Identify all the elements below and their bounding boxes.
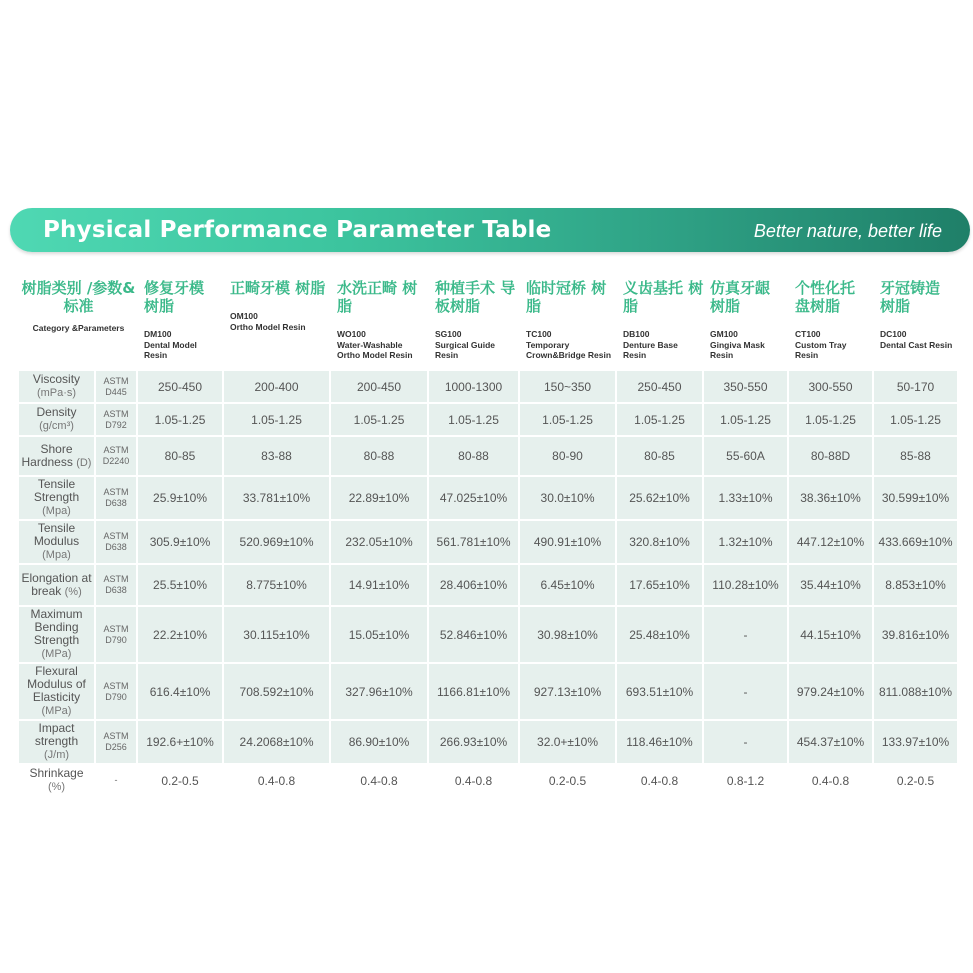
standard-line: ASTM	[103, 445, 129, 455]
value-cell: 1.32±10%	[704, 521, 789, 565]
value-cell: 1166.81±10%	[429, 664, 520, 721]
value-cell: 1.05-1.25	[331, 404, 429, 437]
value-cell: 0.4-0.8	[617, 765, 704, 798]
value-cell: 0.8-1.2	[704, 765, 789, 798]
value-cell: 80-90	[520, 437, 617, 477]
value-cell: 80-85	[617, 437, 704, 477]
value-cell: 1.05-1.25	[874, 404, 959, 437]
parameter-table	[19, 275, 959, 798]
parameter-name	[19, 477, 96, 521]
value-cell: 433.669±10%	[874, 521, 959, 565]
standard-line: D638	[105, 542, 127, 552]
value-cell: 22.2±10%	[138, 607, 224, 664]
value-cell: 305.9±10%	[138, 521, 224, 565]
value-cell: 6.45±10%	[520, 565, 617, 607]
parameter-name	[19, 404, 96, 437]
product-code: TC100	[526, 329, 552, 339]
parameter-label: Density	[36, 405, 77, 419]
category-header	[19, 275, 138, 371]
product-header-wo100	[331, 275, 429, 371]
value-cell: 150~350	[520, 371, 617, 404]
value-cell: 811.088±10%	[874, 664, 959, 721]
test-standard	[96, 664, 138, 721]
standard-line: ASTM	[103, 574, 129, 584]
standard-line: -	[114, 775, 118, 785]
value-cell: 30.599±10%	[874, 477, 959, 521]
standard-line: D792	[105, 419, 127, 430]
category-en: Category &Parameters	[32, 323, 125, 333]
product-header-sg100	[429, 275, 520, 371]
value-cell: 708.592±10%	[224, 664, 331, 721]
value-cell: 55-60A	[704, 437, 789, 477]
table-row	[19, 477, 959, 521]
product-name-cn: 水洗正畸 树脂	[337, 279, 418, 315]
standard-line: D638	[105, 585, 127, 595]
value-cell: 490.91±10%	[520, 521, 617, 565]
product-name-cn: 种植手术 导板树脂	[435, 279, 516, 315]
standard-line: ASTM	[103, 531, 129, 541]
value-cell: 25.9±10%	[138, 477, 224, 521]
product-code: OM100	[230, 311, 258, 321]
product-header-ct100	[789, 275, 874, 371]
parameter-name	[19, 371, 96, 404]
product-name-cn: 仿真牙龈 树脂	[710, 279, 771, 315]
parameter-label: Tensile Strength	[33, 477, 80, 504]
test-standard	[96, 607, 138, 664]
product-code: DM100	[144, 329, 172, 339]
table-row	[19, 437, 959, 477]
parameter-name	[19, 521, 96, 565]
table-row	[19, 721, 959, 765]
page-title: Physical Performance Parameter Table	[43, 217, 552, 243]
value-cell: 200-450	[331, 371, 429, 404]
value-cell: 38.36±10%	[789, 477, 874, 521]
value-cell: 1.05-1.25	[520, 404, 617, 437]
value-cell: 454.37±10%	[789, 721, 874, 765]
value-cell: 0.2-0.5	[520, 765, 617, 798]
table-row	[19, 371, 959, 404]
test-standard	[96, 437, 138, 477]
parameter-label: Tensile Modulus	[33, 521, 80, 548]
value-cell: 47.025±10%	[429, 477, 520, 521]
value-cell: 15.05±10%	[331, 607, 429, 664]
value-cell: 8.853±10%	[874, 565, 959, 607]
standard-line: ASTM	[103, 680, 129, 691]
value-cell: 83-88	[224, 437, 331, 477]
table-row	[19, 404, 959, 437]
value-cell: 110.28±10%	[704, 565, 789, 607]
value-cell: 1.05-1.25	[617, 404, 704, 437]
parameter-label: Maximum Bending Strength	[30, 607, 83, 647]
value-cell: 86.90±10%	[331, 721, 429, 765]
value-cell: 80-88	[331, 437, 429, 477]
value-cell: 1.33±10%	[704, 477, 789, 521]
table-row	[19, 607, 959, 664]
parameter-name	[19, 565, 96, 607]
test-standard	[96, 477, 138, 521]
value-cell: 1.05-1.25	[789, 404, 874, 437]
value-cell: 1.05-1.25	[704, 404, 789, 437]
test-standard	[96, 765, 138, 798]
product-code: DB100	[623, 329, 650, 339]
table-row	[19, 565, 959, 607]
standard-line: ASTM	[103, 623, 129, 634]
value-cell: 1.05-1.25	[138, 404, 224, 437]
product-code: WO100	[337, 329, 366, 339]
value-cell: 266.93±10%	[429, 721, 520, 765]
value-cell: 0.2-0.5	[138, 765, 224, 798]
value-cell: 320.8±10%	[617, 521, 704, 565]
table-row	[19, 521, 959, 565]
parameter-unit: (%)	[47, 781, 66, 793]
standard-line: D790	[105, 634, 127, 645]
value-cell: 133.97±10%	[874, 721, 959, 765]
value-cell: 24.2068±10%	[224, 721, 331, 765]
value-cell: -	[704, 721, 789, 765]
product-header-dm100	[138, 275, 224, 371]
value-cell: 50-170	[874, 371, 959, 404]
parameter-unit: (Mpa)	[42, 549, 71, 561]
standard-line: ASTM	[103, 487, 129, 497]
value-cell: 14.91±10%	[331, 565, 429, 607]
product-name-en: Dental Cast Resin	[880, 339, 953, 350]
value-cell: 250-450	[617, 371, 704, 404]
product-code: CT100	[795, 329, 821, 339]
parameter-name	[19, 765, 96, 798]
value-cell: 39.816±10%	[874, 607, 959, 664]
parameter-label: Shore Hardness	[21, 441, 73, 469]
value-cell: 192.6+±10%	[138, 721, 224, 765]
product-header-tc100	[520, 275, 617, 371]
standard-line: D445	[105, 386, 127, 397]
product-name-cn: 个性化托 盘树脂	[795, 279, 856, 315]
value-cell: 80-88	[429, 437, 520, 477]
value-cell: 200-400	[224, 371, 331, 404]
product-code: DC100	[880, 329, 907, 339]
value-cell: 35.44±10%	[789, 565, 874, 607]
standard-line: D256	[105, 742, 127, 752]
parameter-unit: (g/cm³)	[39, 420, 74, 432]
slogan: Better nature, better life	[753, 221, 942, 241]
parameter-unit: (mPa·s)	[36, 387, 77, 399]
value-cell: 232.05±10%	[331, 521, 429, 565]
product-code: SG100	[435, 329, 462, 339]
product-name-en: Gingiva Mask Resin	[710, 339, 765, 360]
header-row	[19, 275, 959, 371]
parameter-name	[19, 721, 96, 765]
parameter-label: Viscosity	[32, 372, 81, 386]
parameter-name	[19, 607, 96, 664]
standard-line: D790	[105, 691, 127, 702]
value-cell: 30.98±10%	[520, 607, 617, 664]
value-cell: 520.969±10%	[224, 521, 331, 565]
parameter-label: Impact strength	[34, 721, 79, 748]
standard-line: ASTM	[103, 408, 129, 419]
value-cell: 32.0+±10%	[520, 721, 617, 765]
value-cell: 0.4-0.8	[331, 765, 429, 798]
value-cell: 22.89±10%	[331, 477, 429, 521]
value-cell: -	[704, 664, 789, 721]
parameter-name	[19, 437, 96, 477]
value-cell: 0.4-0.8	[789, 765, 874, 798]
value-cell: -	[704, 607, 789, 664]
value-cell: 30.0±10%	[520, 477, 617, 521]
value-cell: 0.4-0.8	[429, 765, 520, 798]
value-cell: 927.13±10%	[520, 664, 617, 721]
product-name-en: Temporary Crown&Bridge Resin	[526, 339, 612, 360]
value-cell: 8.775±10%	[224, 565, 331, 607]
value-cell: 300-550	[789, 371, 874, 404]
table-row	[19, 664, 959, 721]
value-cell: 52.846±10%	[429, 607, 520, 664]
product-name-cn: 临时冠桥 树脂	[526, 279, 607, 315]
product-header-gm100	[704, 275, 789, 371]
category-cn: 树脂类别 /参数&标准	[21, 279, 136, 315]
value-cell: 28.406±10%	[429, 565, 520, 607]
value-cell: 616.4±10%	[138, 664, 224, 721]
parameter-name	[19, 664, 96, 721]
value-cell: 1.05-1.25	[429, 404, 520, 437]
value-cell: 561.781±10%	[429, 521, 520, 565]
value-cell: 118.46±10%	[617, 721, 704, 765]
value-cell: 80-85	[138, 437, 224, 477]
value-cell: 85-88	[874, 437, 959, 477]
parameter-unit: (MPa)	[41, 648, 72, 660]
test-standard	[96, 565, 138, 607]
value-cell: 327.96±10%	[331, 664, 429, 721]
value-cell: 1000-1300	[429, 371, 520, 404]
value-cell: 25.62±10%	[617, 477, 704, 521]
value-cell: 17.65±10%	[617, 565, 704, 607]
test-standard	[96, 521, 138, 565]
value-cell: 80-88D	[789, 437, 874, 477]
product-name-en: Water-Washable Ortho Model Resin	[337, 339, 413, 360]
parameter-unit: (Mpa)	[42, 505, 71, 517]
parameter-label: Flexural Modulus of Elasticity	[27, 664, 86, 704]
value-cell: 447.12±10%	[789, 521, 874, 565]
value-cell: 693.51±10%	[617, 664, 704, 721]
product-name-en: Denture Base Resin	[623, 339, 678, 360]
value-cell: 350-550	[704, 371, 789, 404]
parameter-unit: (%)	[64, 585, 82, 598]
value-cell: 33.781±10%	[224, 477, 331, 521]
product-name-cn: 牙冠铸造 树脂	[880, 279, 941, 315]
product-name-en: Ortho Model Resin	[230, 321, 306, 332]
product-name-en: Dental Model Resin	[144, 339, 197, 360]
product-header-dc100	[874, 275, 959, 371]
parameter-unit: (MPa)	[41, 705, 72, 717]
parameter-unit: (D)	[76, 456, 92, 469]
table-row	[19, 765, 959, 798]
value-cell: 30.115±10%	[224, 607, 331, 664]
product-name-cn: 义齿基托 树脂	[623, 279, 704, 315]
value-cell: 44.15±10%	[789, 607, 874, 664]
test-standard	[96, 721, 138, 765]
parameter-unit: (J/m)	[43, 749, 70, 761]
title-banner	[10, 208, 970, 252]
product-name-en: Surgical Guide Resin	[435, 339, 496, 360]
standard-line: D638	[105, 498, 127, 508]
value-cell: 0.2-0.5	[874, 765, 959, 798]
product-name-cn: 修复牙模 树脂	[144, 279, 205, 315]
value-cell: 25.5±10%	[138, 565, 224, 607]
standard-line: D2240	[102, 456, 130, 466]
value-cell: 979.24±10%	[789, 664, 874, 721]
test-standard	[96, 371, 138, 404]
product-code: GM100	[710, 329, 738, 339]
standard-line: ASTM	[103, 375, 129, 386]
parameter-label: Shrinkage	[29, 766, 84, 780]
product-name-cn: 正畸牙模 树脂	[230, 279, 326, 297]
value-cell: 0.4-0.8	[224, 765, 331, 798]
parameter-label: Elongation at break	[21, 570, 92, 598]
value-cell: 1.05-1.25	[224, 404, 331, 437]
product-header-om100	[224, 275, 331, 371]
value-cell: 250-450	[138, 371, 224, 404]
value-cell: 25.48±10%	[617, 607, 704, 664]
product-header-db100	[617, 275, 704, 371]
test-standard	[96, 404, 138, 437]
standard-line: ASTM	[103, 731, 129, 741]
product-name-en: Custom Tray Resin	[795, 339, 847, 360]
